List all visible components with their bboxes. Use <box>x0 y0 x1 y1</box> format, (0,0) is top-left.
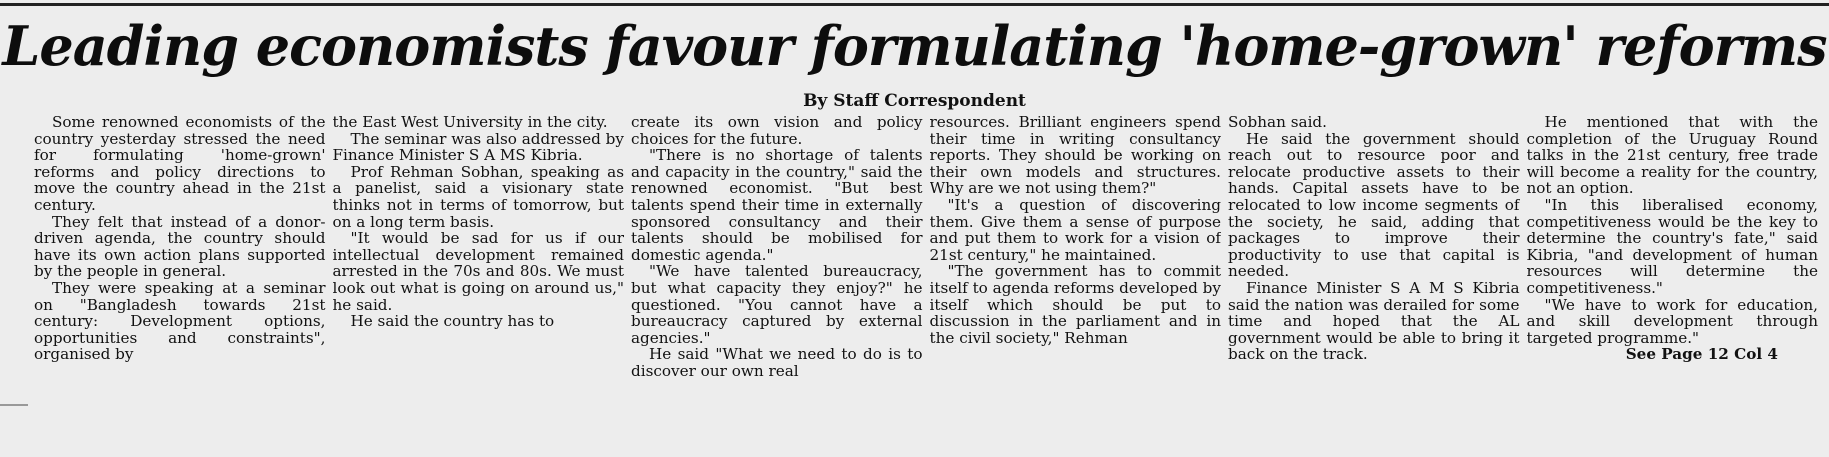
column-5 <box>1228 114 1520 429</box>
paragraph: Prof Rehman Sobhan, speaking as a panelist, said a visionary state thinks not in terms of tomorrow, but on a long term basis. <box>332 162 624 231</box>
paragraph: resources. Brilliant engineers spend their time in writing consultancy reports. They should be working on their own models and structures. Why are we not using them?" <box>929 114 1221 198</box>
paragraph: They felt that instead of a donor-driven agenda, the country should have its own action plans supported by the people in general. <box>34 212 326 281</box>
paragraph: "In this liberalised economy, competitiveness would be the key to determine the country's fate," said Kibria, "and development of human resources will determine the competitiveness." <box>1526 195 1818 297</box>
paragraph: He said "What we need to do is to discover our own real <box>631 345 923 380</box>
paragraph: He said the country has to <box>350 312 555 331</box>
column-4 <box>930 114 1222 429</box>
paragraph: The seminar was also addressed by Finance Minister S A MS Kibria. <box>332 129 624 165</box>
top-rule <box>0 3 1829 6</box>
paragraph: "We have to work for education, and skill development through targeted programme." <box>1526 295 1818 347</box>
paragraph: "We have talented bureaucracy, but what capacity they enjoy?" he questioned. "You cannot have a bureaucracy captured by external agencies." <box>631 262 923 347</box>
paragraph: "There is no shortage of talents and capacity in the country," said the renowned economist. "But best talents spend their time in externally sponsored consultancy and their talents should be mobilised for domestic agenda." <box>631 146 923 264</box>
margin-rule <box>0 404 28 406</box>
column-3 <box>631 114 923 429</box>
paragraph: Finance Minister S A M S Kibria said the nation was derailed for some time and hoped that the AL government would be able to bring it back on the track. <box>1228 278 1520 364</box>
article-columns <box>34 114 1818 429</box>
paragraph: "The government has to commit itself to agenda reforms developed by itself which should be put to discussion in the parliament and in the civil society," Rehman <box>929 262 1221 347</box>
headline: Leading economists favour formulating 'home-grown' reforms <box>2 14 1827 78</box>
column-2 <box>333 114 625 429</box>
paragraph: create its own vision and policy choices for the future. <box>631 114 923 148</box>
paragraph: They were speaking at a seminar on "Bangladesh towards 21st century: Development options, opportunities and constraints", organised by <box>34 278 326 364</box>
paragraph: "It would be sad for us if our intellectual development remained arrested in the 70s and 80s. We must look out what is going on around us," he said. <box>332 229 624 314</box>
paragraph: He said the government should reach out to resource poor and relocate productive assets to their hands. Capital assets have to be relocated to low income segments of the society, he said, adding that packages to improve their productivity to use that capital is needed. <box>1228 129 1520 281</box>
paragraph: He mentioned that with the completion of the Uruguay Round talks in the 21st century, free trade will become a reality for the country, not an option. <box>1526 114 1818 198</box>
paragraph: Some renowned economists of the country yesterday stressed the need for formulating 'home-grown' reforms and policy directions to move the country ahead in the 21st century. <box>34 114 326 214</box>
column-1 <box>34 114 326 429</box>
paragraph: "It's a question of discovering them. Give them a sense of purpose and put them to work for a vision of 21st century," he maintained. <box>929 195 1221 264</box>
byline: By Staff Correspondent <box>803 91 1026 111</box>
paragraph: the East West University in the city. <box>332 114 608 131</box>
column-6 <box>1527 114 1819 429</box>
continuation-note: See Page 12 Col 4 <box>1625 345 1778 364</box>
paragraph: Sobhan said. <box>1228 114 1327 131</box>
